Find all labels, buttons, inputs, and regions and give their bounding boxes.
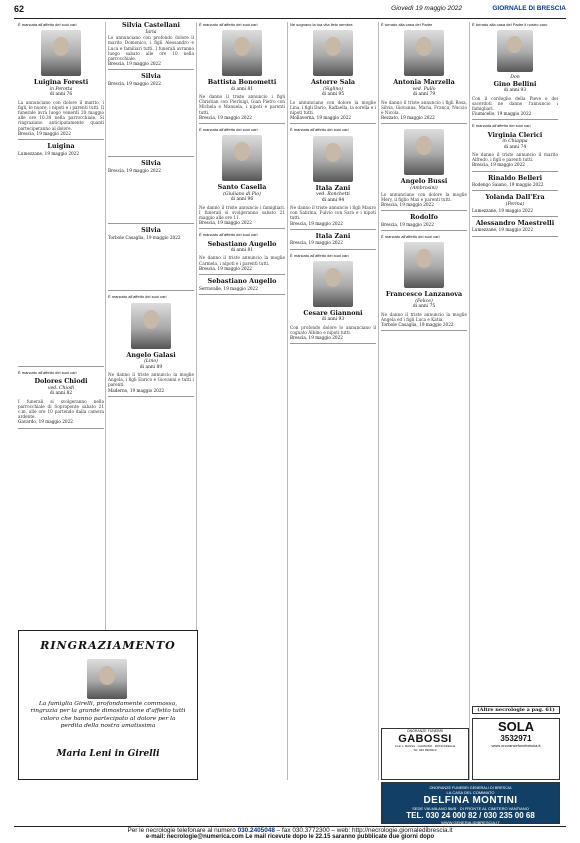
notice-intro: È mancato all'affetto dei suoi cari	[381, 234, 440, 239]
notice-date: Torbole Casaglia, 19 maggio 2022	[381, 322, 454, 327]
deceased-name: Francesco Lanzanova	[385, 290, 463, 299]
notice-intro: È tornato alla casa del Padre il nostro caro	[472, 22, 548, 27]
notice-date: Brescia, 19 maggio 2022	[290, 240, 343, 246]
ad-phone: TEL. 030 24 000 82 / 030 235 00 68	[406, 811, 535, 820]
deceased-name: Angelo Galasi	[126, 350, 176, 359]
deceased-name: Luigina	[47, 143, 75, 151]
obituary-notice	[290, 127, 376, 229]
page-footer	[14, 826, 566, 843]
notice-date: Brescia, 19 maggio 2022	[381, 202, 434, 207]
deceased-name: Luigina Foresti	[33, 78, 89, 87]
notice-intro: È mancata all'affetto dei suoi cari	[18, 22, 77, 27]
deceased-name: Virginia Clerici	[487, 130, 543, 139]
notice-intro: È mancato all'affetto dei suoi cari	[108, 294, 167, 300]
page-number: 62	[14, 4, 25, 14]
notice-body: Lo annunciano con dolore la moglie Lina, i figli Dario, Raffaella, la sorella e i nipoti tutti.	[290, 99, 376, 115]
newspaper-name: GIORNALE DI BRESCIA	[492, 5, 566, 12]
obituary-notice	[108, 160, 194, 224]
notice-body: Con profondo dolore lo annunciano il cognato Albino e nipoti tutti.	[290, 324, 376, 335]
deceased-name: Rinaldo Belleri	[487, 174, 543, 182]
deceased-age: di anni 81	[230, 248, 254, 254]
obituary-notice	[472, 194, 558, 216]
deceased-name: Angelo Bussi	[400, 177, 448, 186]
ad-website: WWW.GENERALIDIBRESCIA.IT	[441, 820, 500, 825]
deceased-subname: in Chiappa	[502, 139, 528, 145]
notice-date: Brescia, 19 maggio 2022	[108, 61, 161, 67]
notice-date: Gavardo, 19 maggio 2022	[18, 419, 73, 425]
portrait-photo	[313, 136, 353, 182]
deceased-name: Itala Zani	[315, 183, 351, 192]
obituary-notice	[472, 22, 558, 120]
obituary-notice	[199, 22, 285, 124]
deceased-age: di anni 93	[503, 88, 527, 94]
obituary-notice	[381, 127, 467, 211]
obituary-notice	[199, 278, 285, 295]
obituary-notice	[18, 22, 104, 140]
deceased-age: di anni 75	[412, 304, 436, 310]
notice-date: Mollaverna, 19 maggio 2022	[290, 115, 352, 121]
deceased-name: Cesare Giannoni	[303, 308, 363, 317]
ad-heading: ONORANZE FUNEBRI	[406, 729, 444, 733]
deceased-age: di anni 89	[139, 364, 163, 370]
column-rule	[378, 22, 379, 780]
notice-body: Ne danno il triste annuncio i figli Rosa, Silvia, Giovanna, Maria, Franca, Nuccio e Nicola.	[381, 99, 467, 115]
notice-intro: È tornato alla casa del Padre	[381, 22, 433, 27]
obituary-notice	[18, 143, 104, 367]
obituary-notice	[472, 175, 558, 192]
deceased-subname: ved. Ronchetti	[316, 192, 350, 198]
portrait-photo	[404, 242, 444, 288]
deceased-subname: (Ambrosini)	[410, 186, 438, 191]
portrait-photo	[404, 30, 444, 76]
deceased-age: di anni 94	[321, 197, 345, 203]
portrait-photo	[41, 30, 81, 76]
ad-brand: GABOSSI	[398, 733, 452, 745]
deceased-name: Itala Zani	[315, 232, 351, 240]
obituary-notice	[18, 370, 104, 429]
notice-body: Ne danno il triste annuncio la moglie Carmela, i nipoti e i parenti tutti.	[199, 255, 285, 266]
deceased-subname: (Giuliano di Pio)	[223, 191, 261, 197]
notice-body: Lo annunciano con profondo dolore il marito Domenico, i figli Alessandro e Luca e familiari tutti. I funerali avranno luogo sabato alle ore 10 nella parrocchiale.	[108, 35, 194, 61]
ad-sola	[472, 718, 560, 780]
obituary-notice	[199, 232, 285, 275]
column-2	[108, 22, 194, 622]
deceased-subname: Iaria	[145, 29, 157, 35]
notice-intro: È mancata all'affetto dei suoi cari	[199, 127, 258, 133]
notice-date: Brescia, 19 maggio 2022	[199, 220, 252, 226]
portrait-photo	[222, 30, 262, 76]
deceased-age: di anni 74	[503, 144, 527, 150]
notice-body: Lo annunciano con dolore la moglie Mery, il figlio Max e parenti tutti.	[381, 191, 467, 202]
notice-date: Brescia, 19 maggio 2022	[18, 130, 71, 136]
obituary-notice	[290, 233, 376, 250]
notice-body: Ne danno il triste annuncio i figli Christian con Pierluigi, Gian Pietro con Michela e Manuela, i nipoti e parenti tutti.	[199, 94, 285, 115]
deceased-name: Sebastiano Augello	[207, 239, 277, 248]
notice-intro: È mancato all'affetto dei suoi cari	[290, 252, 349, 258]
notice-date: Rodengo Saiano, 19 maggio 2022	[472, 182, 544, 188]
portrait-photo	[87, 659, 127, 699]
notice-date: Lumezzane, 19 maggio 2022	[472, 207, 534, 213]
notice-body: Ne danno il triste annuncio la moglie Angela, i figli Enrico e Giovanni e tutti i parenti.	[108, 372, 194, 388]
column-6	[472, 22, 558, 712]
deceased-age: di anni 79	[412, 92, 436, 98]
deceased-age: di anni 81	[230, 86, 254, 92]
notice-date: Brescia, 19 maggio 2022	[199, 265, 252, 271]
deceased-name: Gino Bellini	[493, 79, 537, 88]
thanks-body: La famiglia Girelli, profondamente commossa, ringrazia per la grande dimostrazione d'affetto tutti coloro che hanno partecipato al dolore per la perdita della nostra amatissima	[30, 701, 186, 730]
notice-date: Serravalle, 19 maggio 2022	[199, 285, 258, 291]
ad-delfina-montini	[381, 782, 560, 824]
portrait-photo	[222, 135, 262, 181]
ad-gabossi	[381, 728, 469, 780]
deceased-subname: ved. Pullo	[412, 86, 436, 92]
notice-date: Lumezzane, 19 maggio 2022	[18, 150, 80, 156]
deceased-name: Astorre Sala	[310, 78, 356, 87]
obituary-notice	[108, 294, 194, 396]
deceased-subname: (Perina)	[505, 202, 525, 207]
deceased-subname: ved. Chiodi	[47, 385, 75, 391]
portrait-photo	[497, 30, 533, 72]
deceased-name: Silvia	[141, 160, 161, 168]
notice-date: Torbole Casaglia, 19 maggio 2022	[108, 235, 181, 240]
notice-date: Brescia, 19 maggio 2022	[472, 162, 525, 168]
notice-intro: È mancato all'affetto dei suoi cari	[18, 370, 77, 376]
notice-date: Fiumicello, 19 maggio 2022	[472, 111, 532, 117]
deceased-subname: in Perotta	[49, 86, 73, 92]
notice-body: Ne danno il triste annuncio la moglie Angela ed i figli Luca e Katia.	[381, 311, 467, 322]
notice-intro: È mancato all'affetto dei suoi cari	[199, 232, 258, 238]
obituary-notice	[108, 73, 194, 157]
obituary-notice	[472, 123, 558, 171]
obituary-notice	[199, 127, 285, 229]
deceased-age: di anni 95	[321, 92, 345, 98]
deceased-name: Sebastiano Augello	[207, 278, 277, 286]
deceased-age: di anni 93	[321, 317, 345, 323]
thanks-signature: Maria Leni in Girelli	[56, 749, 160, 759]
notice-body: La annunciano con dolore il marito, i figli, le nuore, i nipoti e i parenti tutti. Il funerale avrà luogo venerdì 20 maggio alle ore 10.30 nella parrocchiale. Si ringraziano anticipatamente quanti parteciperanno al dolore.	[18, 99, 104, 131]
obituary-notice	[472, 220, 558, 237]
deceased-name: Silvia	[141, 73, 161, 81]
footer-text: Per le necrologie telefonare al numero	[127, 827, 236, 834]
more-obituaries-note: (Altre necrologie a pag. 61)	[472, 706, 560, 714]
page-header	[14, 4, 566, 19]
footer-web[interactable]: web: http://necrologie.giornaledibrescia.it	[336, 827, 453, 834]
deceased-name: Battista Bonometti	[207, 78, 277, 87]
deceased-subname: (Lino)	[144, 359, 158, 365]
notice-date: Brescia, 19 maggio 2022	[381, 221, 434, 227]
thanks-notice	[18, 630, 198, 780]
notice-intro: Ne sognavo la tua vita lieto sembra	[290, 22, 353, 27]
portrait-photo	[404, 129, 444, 175]
notice-intro: È mancata all'affetto dei suoi cari	[290, 127, 349, 133]
deceased-age: di anni 96	[230, 197, 254, 203]
obituary-notice	[290, 22, 376, 124]
deceased-name: Silvia	[141, 227, 161, 235]
footer-fax: fax 030.3772300	[282, 827, 330, 834]
obituary-notice	[381, 234, 467, 331]
deceased-subname: (Siglino)	[323, 86, 343, 92]
notice-date: Rezzato, 19 maggio 2022	[381, 115, 435, 121]
notice-body: Ne danno il triste annuncio i famigliari. I funerali si svolgeranno sabato 21 maggio alle ore 11.	[199, 204, 285, 221]
ad-brand: SOLA	[497, 719, 535, 734]
deceased-name: Yolanda Dall'Era	[485, 194, 545, 202]
deceased-name: Antonia Marzella	[393, 78, 455, 87]
deceased-subname: (Felice)	[415, 298, 433, 304]
ad-heading: ONORANZE FUNEBRI GENERALI DI BRESCIA	[429, 786, 512, 790]
footer-email[interactable]: e-mail: necrologie@numerica.com Le mail ricevute dopo le 22.15 saranno pubblicate due giorni dopo	[145, 834, 435, 840]
notice-date: Brescia, 19 maggio 2022	[199, 114, 252, 120]
ad-phone: 3532971	[500, 734, 532, 743]
column-5	[381, 22, 467, 722]
ad-brand: DELFINA MONTINI	[423, 795, 518, 806]
notice-date: Maderno, 19 maggio 2022	[108, 387, 165, 393]
deceased-name: Santo Casella	[217, 183, 267, 192]
column-rule	[469, 22, 470, 780]
deceased-age: di anni 76	[49, 92, 73, 98]
column-3	[199, 22, 285, 780]
obituary-notice	[381, 214, 467, 231]
column-4	[290, 22, 376, 780]
deceased-name: Silvia Castellani	[122, 22, 180, 29]
notice-date: Brescia, 19 maggio 2022	[108, 81, 161, 86]
ad-address: V.LE L. BASSA · GAVARDO · RONCADELLE	[394, 744, 456, 748]
notice-date: Brescia, 19 maggio 2022	[290, 335, 343, 341]
ad-address: SEDE VIA MILANO 56/B · DI FRONTE AL CIMITERO VANTIANO	[412, 806, 529, 811]
deceased-name: Alessandro Maestrelli	[475, 219, 555, 227]
notice-body: I funerali si svolgeranno nella parrocchiale di Sopraponte sabato 21 c.m. alle ore 10 partendo dalla camera ardente.	[18, 398, 104, 420]
notice-body: Con il cordoglio della Pieve e dei sacerdoti ne danno l'annuncio i famigliari.	[472, 95, 558, 111]
deceased-name: Dolores Chiodi	[34, 377, 88, 386]
deceased-subname: Don	[510, 75, 520, 81]
portrait-photo	[313, 261, 353, 307]
notice-date: Brescia, 19 maggio 2022	[108, 168, 161, 173]
notice-intro: È mancato all'affetto dei suoi cari	[199, 22, 258, 27]
notice-date: Lumezzane, 19 maggio 2022	[472, 227, 534, 233]
footer-contacts: Per le necrologie telefonare al numero 030.2405048 – fax 030.3772300 – web: http://necrologie.giornaledibrescia.it	[127, 827, 453, 834]
obituary-notice	[108, 227, 194, 291]
ad-subheading: LA CASA DEL COMMIATO	[446, 790, 495, 795]
ad-website: www.onoranzefunebrisola.it	[491, 743, 541, 748]
column-rule	[287, 22, 288, 780]
portrait-photo	[131, 303, 171, 349]
footer-phone[interactable]: 030.2405048	[237, 827, 275, 834]
obituary-notice	[290, 253, 376, 345]
thanks-title: RINGRAZIAMENTO	[40, 639, 176, 652]
notice-date: Brescia, 19 maggio 2022	[290, 220, 343, 226]
deceased-age: di anni 82	[49, 391, 73, 397]
notice-intro: È mancata all'affetto dei suoi cari	[472, 123, 531, 129]
deceased-name: Rodolfo	[410, 214, 438, 222]
obituary-notice	[108, 22, 194, 70]
notice-body: Ne danno il triste annuncio i figli Mauro con Sabrina, Fulvio con Sara e i nipoti tutti.	[290, 205, 376, 221]
portrait-photo	[313, 30, 353, 76]
ad-phone: Tel. 030 9900312	[413, 747, 437, 752]
issue-date: Giovedì 19 maggio 2022	[391, 5, 462, 12]
obituary-notice	[381, 22, 467, 124]
notice-body: Ne danno il triste annuncio il marito Alfredo, i figli e parenti tutti.	[472, 152, 558, 163]
